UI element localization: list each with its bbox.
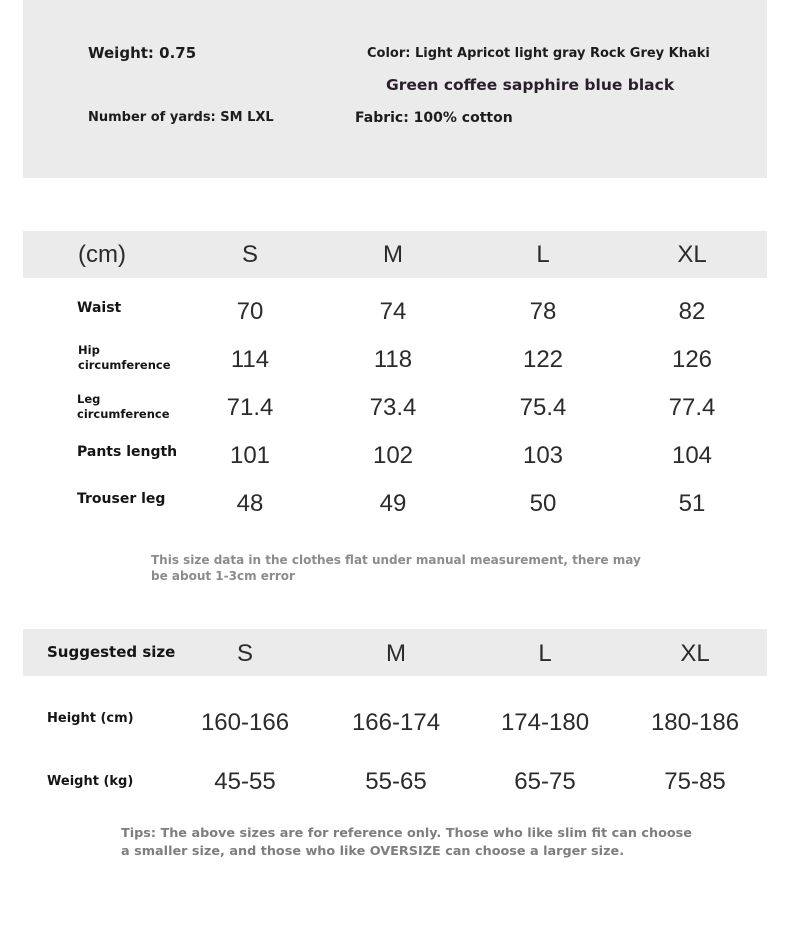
fabric-text: Fabric: 100% cotton (355, 110, 513, 126)
table-cell: 78 (529, 298, 557, 325)
size-column-header: XL (677, 241, 707, 268)
table-cell: 51 (678, 490, 706, 517)
table-cell: 73.4 (369, 394, 417, 421)
row-label-line1: Hip (78, 343, 100, 357)
suggested-size-header: Suggested size (47, 643, 176, 661)
row-label-leg (77, 392, 170, 422)
table-cell: 48 (236, 490, 264, 517)
table-cell: 103 (522, 442, 564, 469)
table-cell: 166-174 (351, 709, 441, 736)
table-cell: 102 (372, 442, 414, 469)
table-cell: 75.4 (519, 394, 567, 421)
color-text-line2: Green coffee sapphire blue black (386, 76, 675, 94)
size-column-header: M (383, 241, 403, 268)
table-cell: 55-65 (365, 768, 427, 795)
size-column-header: L (536, 241, 550, 268)
table-cell: 180-186 (650, 709, 740, 736)
table-cell: 65-75 (514, 768, 576, 795)
color-text-line1: Color: Light Apricot light gray Rock Grey Khaki (367, 46, 710, 61)
row-label-pants-length: Pants length (77, 444, 178, 460)
yards-text: Number of yards: SM LXL (88, 110, 274, 125)
size-column-header: L (538, 640, 552, 667)
table-cell: 114 (230, 346, 270, 373)
table-cell: 101 (229, 442, 271, 469)
size-column-header: S (241, 241, 259, 268)
size-column-header: XL (680, 640, 710, 667)
table-cell: 104 (671, 442, 713, 469)
table-cell: 75-85 (664, 768, 726, 795)
weight-text: Weight: 0.75 (88, 44, 197, 62)
table-cell: 77.4 (668, 394, 716, 421)
table-cell: 82 (678, 298, 706, 325)
table-cell: 74 (379, 298, 407, 325)
table-cell: 45-55 (214, 768, 276, 795)
row-label-height: Height (cm) (47, 711, 134, 726)
size-column-header: M (386, 640, 406, 667)
size-table-unit-header: (cm) (78, 241, 126, 268)
table-cell: 126 (671, 346, 713, 373)
table-cell: 122 (522, 346, 564, 373)
row-label-line1: Leg (77, 392, 101, 406)
product-info-panel (23, 0, 767, 178)
tips-note: Tips: The above sizes are for reference only. Those who like slim fit can choose a smaller size, and those who like OVERSIZE can choose a larger size. (121, 826, 692, 859)
table-cell: 118 (373, 346, 413, 373)
row-label-weight: Weight (kg) (47, 774, 134, 789)
row-label-line2: circumference (77, 407, 170, 421)
size-column-header: S (236, 640, 254, 667)
row-label-waist: Waist (77, 300, 122, 316)
row-label-trouser-leg: Trouser leg (77, 491, 166, 507)
table-cell: 160-166 (200, 709, 290, 736)
table-cell: 49 (379, 490, 407, 517)
table-cell: 70 (236, 298, 264, 325)
row-label-line2: circumference (78, 358, 171, 372)
table-cell: 174-180 (500, 709, 590, 736)
row-label-hip (78, 343, 171, 373)
table-cell: 50 (529, 490, 557, 517)
table-cell: 71.4 (226, 394, 274, 421)
measurement-note: This size data in the clothes flat under manual measurement, there may be about 1-3cm error (151, 553, 641, 583)
